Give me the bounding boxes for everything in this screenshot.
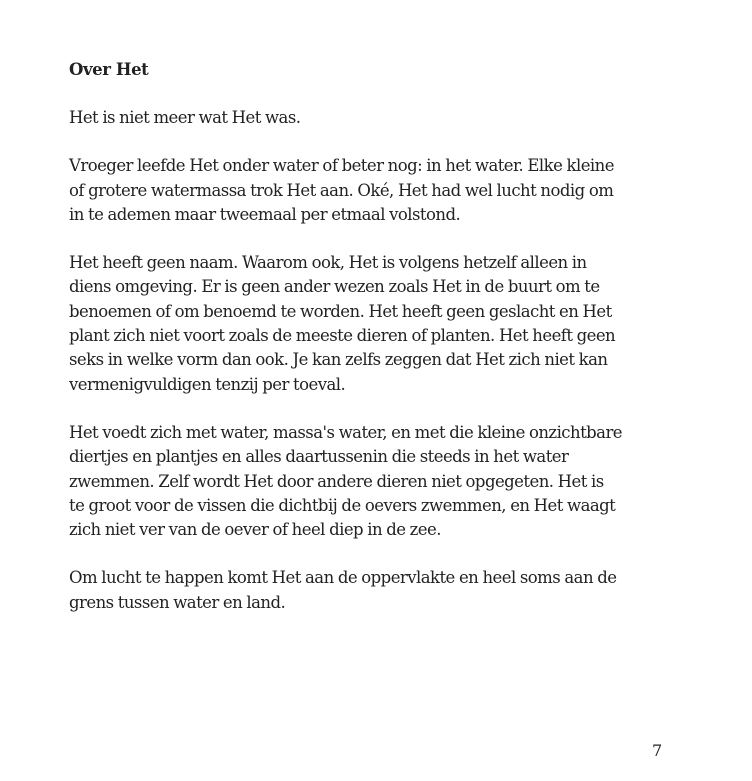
text-line: of grotere watermassa trok Het aan. Oké, Het had wel lucht nodig om xyxy=(69,180,614,200)
paragraph-4 xyxy=(69,421,679,542)
text-line: benoemen of om benoemd te worden. Het heeft geen geslacht en Het xyxy=(69,301,612,321)
document-page xyxy=(69,58,679,639)
text-line: vermenigvuldigen tenzij per toeval. xyxy=(69,374,346,394)
section-title: Over Het xyxy=(69,60,149,79)
text-line: grens tussen water en land. xyxy=(69,592,286,612)
paragraph-1 xyxy=(69,106,679,130)
text-line: diens omgeving. Er is geen ander wezen zoals Het in de buurt om te xyxy=(69,277,600,297)
text-line: Het voedt zich met water, massa's water, en met die kleine onzichtbare xyxy=(69,422,623,442)
text-line: Om lucht te happen komt Het aan de oppervlakte en heel soms aan de xyxy=(69,568,617,588)
paragraph-2 xyxy=(69,154,679,227)
paragraph-5 xyxy=(69,566,679,615)
text-line: te groot voor de vissen die dichtbij de oevers zwemmen, en Het waagt xyxy=(69,495,616,515)
text-line: Vroeger leefde Het onder water of beter nog: in het water. Elke kleine xyxy=(69,156,614,176)
text-line: plant zich niet voort zoals de meeste dieren of planten. Het heeft geen xyxy=(69,326,616,346)
page-number: 7 xyxy=(652,741,663,760)
text-line: diertjes en plantjes en alles daartussenin die steeds in het water xyxy=(69,447,569,467)
text-line: Het is niet meer wat Het was. xyxy=(69,108,301,127)
text-line: Het heeft geen naam. Waarom ook, Het is volgens hetzelf alleen in xyxy=(69,253,587,273)
text-line: zwemmen. Zelf wordt Het door andere dieren niet opgegeten. Het is xyxy=(69,471,604,491)
paragraph-3 xyxy=(69,251,679,397)
text-line: in te ademen maar tweemaal per etmaal volstond. xyxy=(69,204,461,224)
text-line: zich niet ver van de oever of heel diep in de zee. xyxy=(69,520,441,540)
text-line: seks in welke vorm dan ook. Je kan zelfs zeggen dat Het zich niet kan xyxy=(69,350,608,370)
